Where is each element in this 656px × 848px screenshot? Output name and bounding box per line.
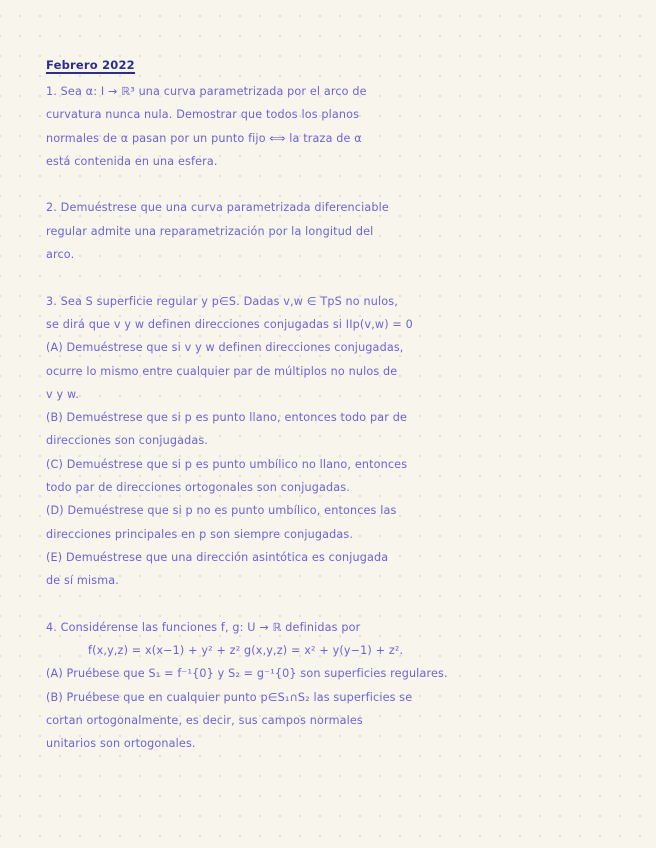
text-line: 2. Demuéstrese que una curva parametrizada diferenciable xyxy=(46,201,389,215)
exercise-2 xyxy=(46,196,646,266)
text-line: (A) Demuéstrese que si v y w definen direcciones conjugadas, xyxy=(46,341,404,355)
exercise-1 xyxy=(46,80,646,173)
text-line: (D) Demuéstrese que si p no es punto umbílico, entonces las xyxy=(46,504,397,518)
text-line: (C) Demuéstrese que si p es punto umbílico no llano, entonces xyxy=(46,457,408,471)
text-line: de sí misma. xyxy=(46,574,119,588)
notebook-page xyxy=(46,54,646,756)
formula-line: f(x,y,z) = x(x−1) + y² + z² g(x,y,z) = x² + y(y−1) + z². xyxy=(88,644,404,658)
text-line: (A) Pruébese que S₁ = f⁻¹{0} y S₂ = g⁻¹{0} son superficies regulares. xyxy=(46,667,448,681)
text-line: v y w. xyxy=(46,387,79,401)
text-line: arco. xyxy=(46,248,75,262)
text-line: ocurre lo mismo entre cualquier par de múltiplos no nulos de xyxy=(46,364,398,378)
text-line: direcciones son conjugadas. xyxy=(46,434,209,448)
text-line: está contenida en una esfera. xyxy=(46,154,218,168)
exercise-3 xyxy=(46,290,646,593)
text-line: 4. Considérense las funciones f, g: U → ℝ definidas por xyxy=(46,620,361,634)
text-line: unitarios son ortogonales. xyxy=(46,737,196,751)
text-line: direcciones principales en p son siempre conjugadas. xyxy=(46,527,354,541)
text-line: curvatura nunca nula. Demostrar que todos los planos xyxy=(46,108,360,122)
text-line: (B) Pruébese que en cualquier punto p∈S₁∩S₂ las superficies se xyxy=(46,690,413,704)
text-line: (E) Demuéstrese que una dirección asintótica es conjugada xyxy=(46,550,389,564)
text-line: 3. Sea S superficie regular y p∈S. Dadas v,w ∈ TpS no nulos, xyxy=(46,294,398,308)
text-line: todo par de direcciones ortogonales son conjugadas. xyxy=(46,481,350,495)
text-line: normales de α pasan por un punto fijo ⟺ la traza de α xyxy=(46,131,362,145)
text-line: cortan ortogonalmente, es decir, sus campos normales xyxy=(46,714,363,728)
page-title: Febrero 2022 xyxy=(46,58,135,72)
exercise-4 xyxy=(46,616,646,756)
text-line: (B) Demuéstrese que si p es punto llano, entonces todo par de xyxy=(46,411,407,425)
text-line: regular admite una reparametrización por la longitud del xyxy=(46,224,374,238)
text-line: se dirá que v y w definen direcciones conjugadas si IIp(v,w) = 0 xyxy=(46,317,413,331)
text-line: 1. Sea α: I → ℝ³ una curva parametrizada por el arco de xyxy=(46,85,367,98)
